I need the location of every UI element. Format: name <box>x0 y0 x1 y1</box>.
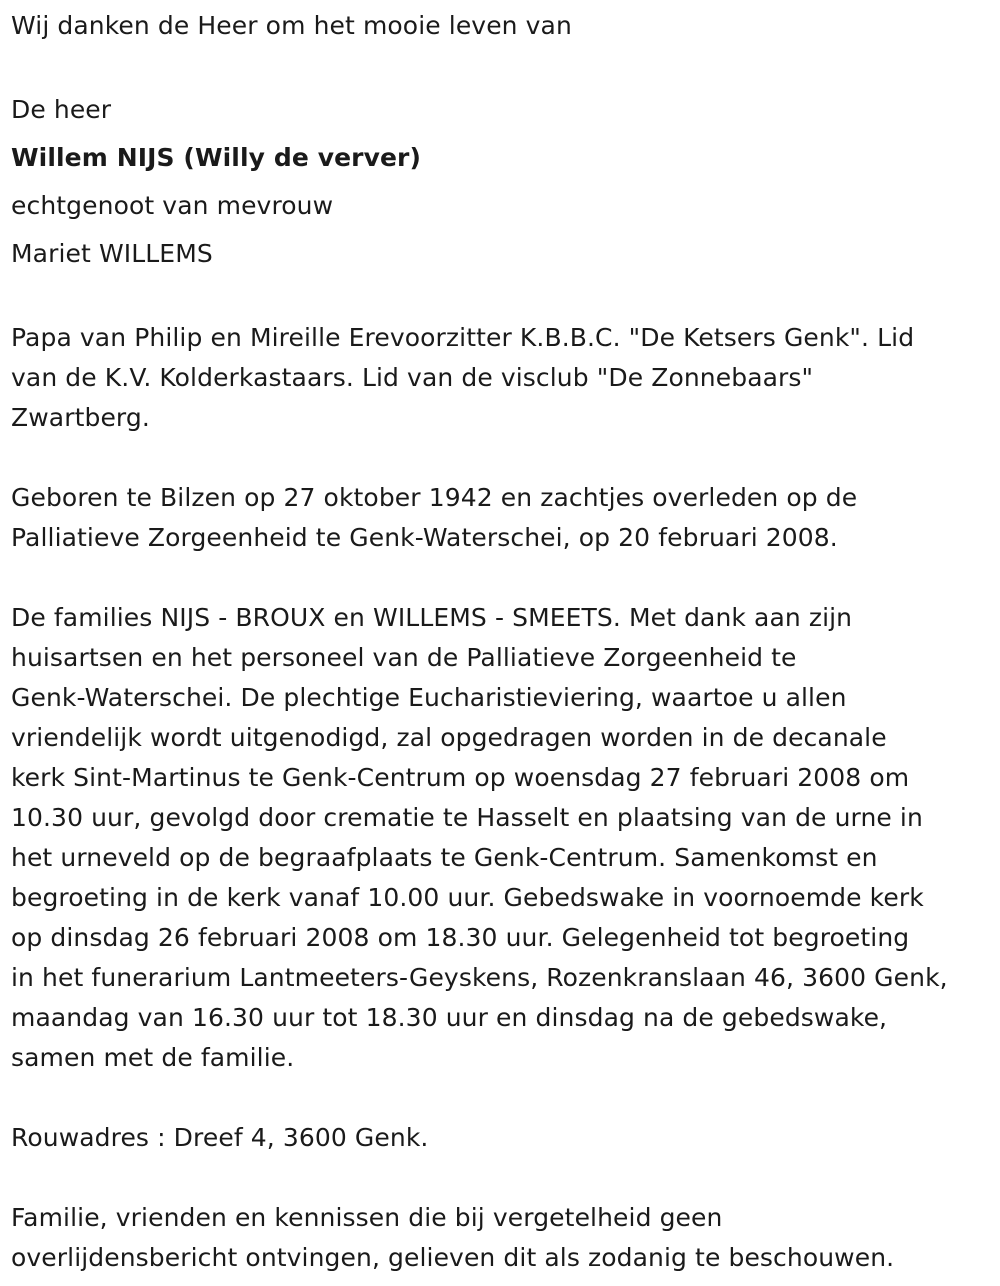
closing-line: overlijdensbericht ontvingen, gelieven dit als zodanig te beschouwen. <box>11 1243 895 1272</box>
family-line: in het funerarium Lantmeeters-Geyskens, Rozenkranslaan 46, 3600 Genk, <box>11 963 948 992</box>
family-line: samen met de familie. <box>11 1043 295 1072</box>
spacer <box>11 1158 996 1198</box>
family-line: 10.30 uur, gevolgd door crematie te Hasselt en plaatsing van de urne in <box>11 803 923 832</box>
family-line: De families NIJS - BROUX en WILLEMS - SMEETS. Met dank aan zijn <box>11 603 853 632</box>
salutation: De heer <box>11 95 112 124</box>
family-line: maandag van 16.30 uur tot 18.30 uur en dinsdag na de gebedswake, <box>11 1003 888 1032</box>
birth-line: Geboren te Bilzen op 27 oktober 1942 en zachtjes overleden op de <box>11 483 858 512</box>
deceased-name: Willem NIJS (Willy de verver) <box>11 143 421 172</box>
family-line: huisartsen en het personeel van de Palliatieve Zorgeenheid te <box>11 643 797 672</box>
deceased-block <box>11 86 996 278</box>
bio-line: Papa van Philip en Mireille Erevoorzitter K.B.B.C. "De Ketsers Genk". Lid <box>11 323 915 352</box>
closing-line: Familie, vrienden en kennissen die bij vergetelheid geen <box>11 1203 723 1232</box>
spacer <box>11 438 996 478</box>
spacer <box>11 1078 996 1118</box>
spacer <box>11 278 996 318</box>
obituary-document <box>11 6 996 1278</box>
bio-line: Zwartberg. <box>11 403 150 432</box>
family-line: het urneveld op de begraafplaats te Genk-Centrum. Samenkomst en <box>11 843 878 872</box>
spouse-name: Mariet WILLEMS <box>11 239 213 268</box>
family-line: Genk-Waterschei. De plechtige Eucharistieviering, waartoe u allen <box>11 683 847 712</box>
mourning-address: Rouwadres : Dreef 4, 3600 Genk. <box>11 1123 429 1152</box>
family-line: vriendelijk wordt uitgenodigd, zal opgedragen worden in de decanale <box>11 723 887 752</box>
bio-line: van de K.V. Kolderkastaars. Lid van de visclub "De Zonnebaars" <box>11 363 814 392</box>
family-paragraph <box>11 598 996 1078</box>
family-line: kerk Sint-Martinus te Genk-Centrum op woensdag 27 februari 2008 om <box>11 763 910 792</box>
bio-paragraph <box>11 318 996 438</box>
spacer <box>11 46 996 86</box>
birth-paragraph <box>11 478 996 558</box>
spacer <box>11 558 996 598</box>
birth-line: Palliatieve Zorgeenheid te Genk-Waterschei, op 20 februari 2008. <box>11 523 838 552</box>
spouse-label: echtgenoot van mevrouw <box>11 191 334 220</box>
intro-text: Wij danken de Heer om het mooie leven van <box>11 11 572 40</box>
family-line: begroeting in de kerk vanaf 10.00 uur. Gebedswake in voornoemde kerk <box>11 883 924 912</box>
closing-paragraph <box>11 1198 996 1278</box>
family-line: op dinsdag 26 februari 2008 om 18.30 uur. Gelegenheid tot begroeting <box>11 923 910 952</box>
